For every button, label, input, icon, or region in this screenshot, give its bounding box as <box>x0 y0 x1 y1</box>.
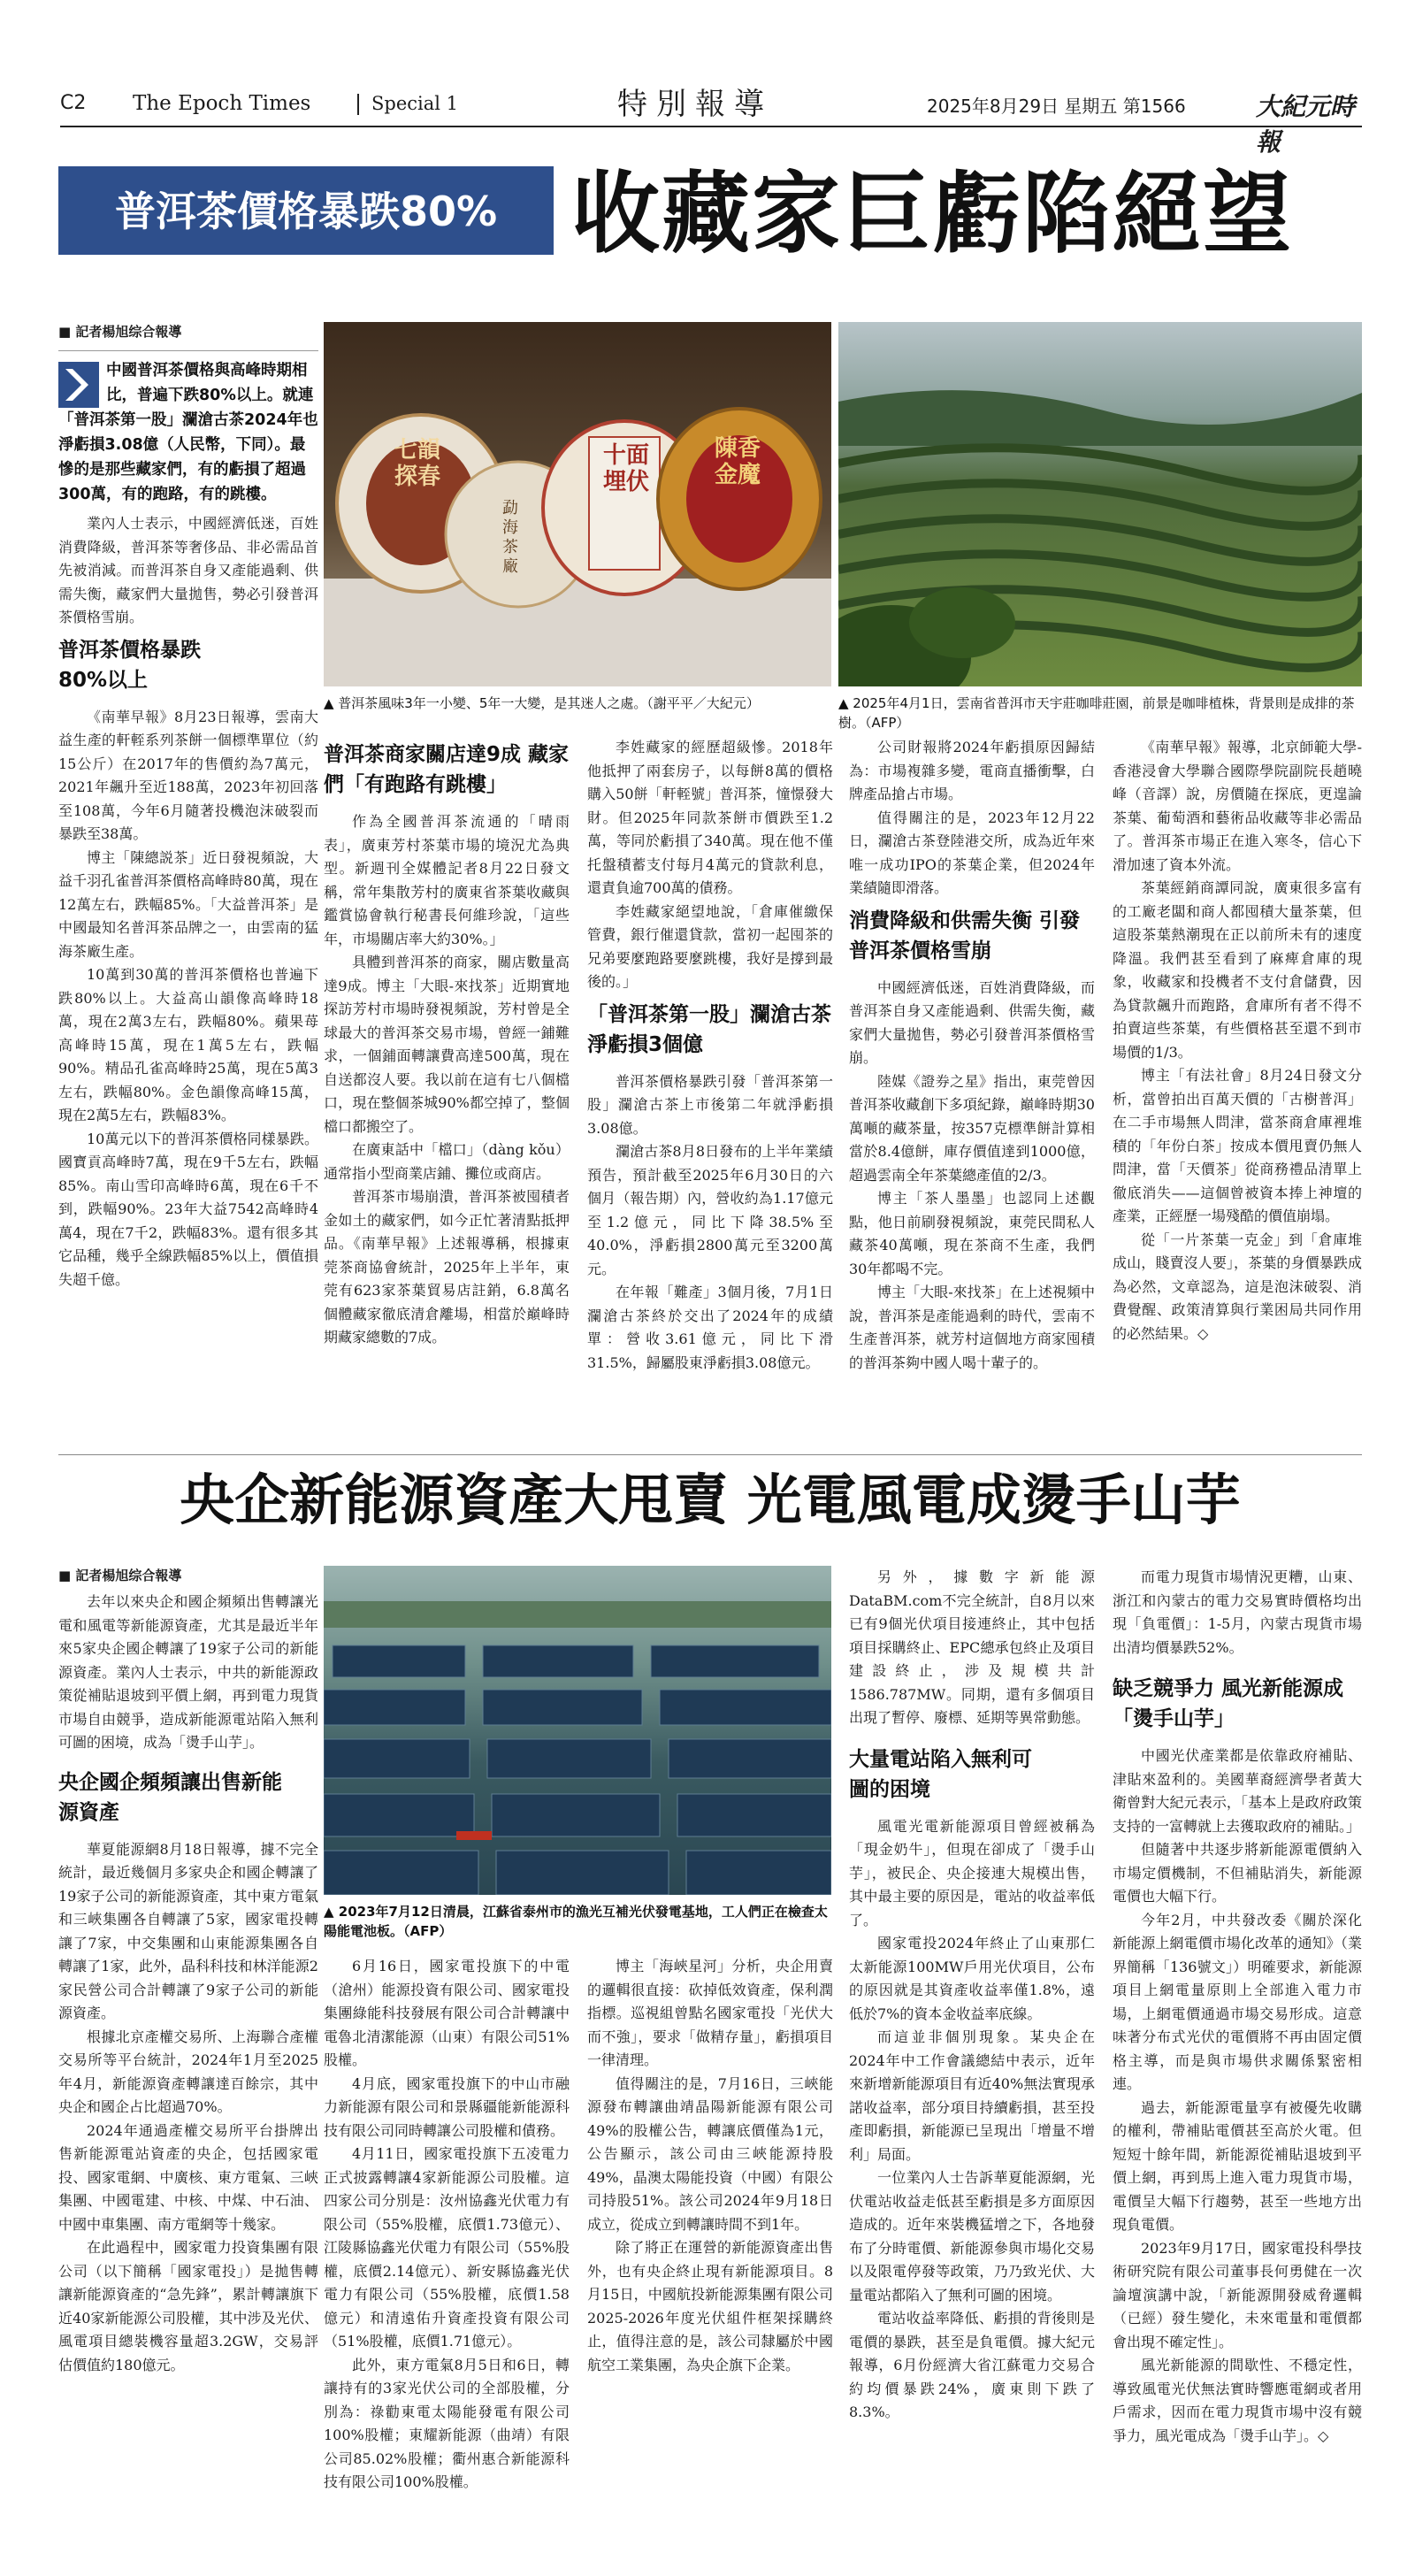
tea-label: 陳香金魔 <box>715 435 761 488</box>
tea-plantation-photo <box>838 322 1362 686</box>
story1-byline: ■ 記者楊旭综合報導 <box>58 324 182 340</box>
paragraph: 除了將正在運營的新能源資產出售外，也有央企終止現有新能源項目。8月15日，中國航投新能源集團有限公司2025-2026年度光伏組件框架採購終止，值得注意的是，該公司隸屬於中國航空工業集團，為央企旗下企業。 <box>587 2239 833 2373</box>
paragraph: 2023年9月17日，國家電投科學技術研究院有限公司董事長何勇健在一次論壇演講中說，「新能源開發威脅邏輯（已經）發生變化，未來電量和電價都會出現不確定性」。 <box>1113 2239 1362 2350</box>
tea-cakes-photo <box>324 322 831 686</box>
story-divider <box>58 1454 1362 1455</box>
header-rule <box>60 126 1362 127</box>
photo-caption: ▲ 2023年7月12日清晨，江蘇省泰州市的漁光互補光伏發電基地，工人們正在檢查太陽能電池板。（AFP） <box>324 1904 828 1939</box>
paragraph: 博主「海峽星河」分析，央企用賣的邏輯很直接：砍掉低效資產，保利潤指標。巡視組曾點名國家電投「光伏大而不強」，要求「做精存量」，虧損項目一律清理。 <box>587 1958 833 2068</box>
paragraph: 公司財報將2024年虧損原因歸結為：市場複雜多變，電商直播衝擊，白牌產品搶占市場。 <box>849 739 1095 802</box>
tea-label: 勐海茶廠 <box>502 499 518 576</box>
subheading: 「普洱茶第一股」瀾滄古茶淨虧損3個億 <box>587 1002 831 1056</box>
subheading: 普洱茶價格暴跌80%以上 <box>58 638 201 692</box>
story2-column-2 <box>324 1955 570 2557</box>
page-header <box>60 85 1362 157</box>
story2-byline: ■ 記者楊旭综合報導 <box>58 1568 182 1583</box>
paragraph: 去年以來央企和國企頻頻出售轉讓光電和風電等新能源資產，尤其是最近半年來5家央企國企轉讓了19家子公司的新能源資產。業內人士表示，中共的新能源政策從補貼退坡到平價上網，再到電力現貨市場自由競爭，造成新能源電站陷入無利可圖的困境，成為「燙手山芋」。 <box>58 1593 318 1751</box>
paragraph: 過去，新能源電量享有被優先收購的權利，帶補貼電價甚至高於火電。但短短十餘年間，新能源從補貼退坡到平價上網，再到馬上進入電力現貨市場，電價呈大幅下行趨勢，甚至一些地方出現負電價。 <box>1113 2098 1362 2233</box>
story2-column-5 <box>1113 1566 1362 2557</box>
section-kicker: 特別報導 <box>617 87 773 122</box>
paragraph: 2024年通過產權交易所平台掛牌出售新能源電站資產的央企，包括國家電投、國家電網、中廣核、東方電氣、三峽集團、中國電建、中核、中煤、中石油、中國中車集團、南方電網等十幾家。 <box>58 2121 318 2233</box>
paragraph: 10萬到30萬的普洱茶價格也普遍下跌80%以上。大益高山韻像高峰時18萬，現在2萬3左右，跌幅80%。蘋果苺高峰時15萬，現在1萬5左右，跌幅90%。精品孔雀高峰時25萬，現在5萬3左右，跌幅80%。金色韻像高峰15萬，現在2萬5左右，跌幅83%。 <box>58 966 318 1123</box>
paragraph: 4月底，國家電投旗下的中山市融力新能源有限公司和景縣疆能新能源科技有限公司同時轉讓公司股權和債務。 <box>324 2074 570 2139</box>
paragraph: 作為全國普洱茶流通的「晴雨表」，廣東芳村茶葉市場的境況尤為典型。新週刊全媒體記者8月22日發文稱，常年集散芳村的廣東省茶葉收藏與鑑賞協會執行秘書長何維珍說，「這些年，市場關店率大約30%。」 <box>324 813 570 947</box>
subheading: 缺乏競爭力 風光新能源成「燙手山芋」 <box>1113 1677 1344 1730</box>
story1-lead-text: 中國普洱茶價格與高峰時期相比，普遍下跌80%以上。就連「普洱茶第一股」瀾滄古茶2024年也淨虧損3.08億（人民幣，下同）。最慘的是那些藏家們，有的虧損了超過300萬，有的跑路，有的跳樓。 <box>58 362 318 503</box>
paragraph: 華夏能源網8月18日報導，據不完全統計，最近幾個月多家央企和國企轉讓了19家子公司的新能源資產，其中東方電氣和三峽集團各自轉讓了5家，國家電投轉讓了7家，中交集團和山東能源集團各自轉讓了1家，此外，晶科科技和林洋能源2家民營公司合計轉讓了9家子公司的新能源資產。 <box>58 1840 318 2021</box>
paragraph: 茶葉經銷商譚同說，廣東很多富有的工廠老闆和商人都囤積大量茶葉，但這股茶葉熱潮現在正以前所未有的速度降溫。我們甚至看到了麻痺倉庫的現象，收藏家和投機者不支付倉儲費，因為貸款飆升而跑路，倉庫所有者不得不拍賣這些茶葉，有些價格甚至還不到市場價的1/3。 <box>1113 879 1362 1061</box>
paragraph: 值得關注的是，2023年12月22日，瀾滄古茶登陸港交所，成為近年來唯一成功IPO的茶葉企業，但2024年業績隨即滑落。 <box>849 809 1095 896</box>
paragraph: 風光新能源的間歇性、不穩定性，導致風電光伏無法實時響應電網或者用戶需求，因而在電力現貨市場中沒有競爭力，風光電成為「燙手山芋」。◇ <box>1113 2357 1362 2444</box>
photo-caption: ▲ 2025年4月1日，雲南省普洱市天宇莊咖啡莊園，前景是咖啡植株，背景則是成排的茶樹。（AFP） <box>838 695 1355 731</box>
page-number: C2 <box>60 92 87 114</box>
story1-column-5 <box>1113 736 1362 1444</box>
section-label: Special 1 <box>371 93 459 114</box>
story1-banner-text: 普洱茶價格暴跌80% <box>114 188 498 235</box>
subheading: 消費降級和供需失衡 引發普洱茶價格雪崩 <box>849 908 1081 962</box>
paragraph: 普洱茶價格暴跌引發「普洱茶第一股」瀾滄古茶上市後第二年就淨虧損3.08億。 <box>587 1072 833 1137</box>
lead-arrow-icon <box>58 362 99 408</box>
paragraph: 風電光電新能源項目曾經被稱為「現金奶牛」，但現在卻成了「燙手山芋」，被民企、央企接連大規模出售，其中最主要的原因是，電站的收益率低了。 <box>849 1817 1095 1928</box>
paragraph: 李姓藏家的經歷超級慘。2018年他抵押了兩套房子，以每餅8萬的價格購入50餅「軒輊號」普洱茶，憧憬發大財。但2025年同款茶餅市價跌至1.2萬，等同於虧損了340萬。現在他不僅托盤積蓄支付每月4萬元的貸款利息，還責負逾700萬的債務。 <box>587 739 833 896</box>
paragraph: 國家電投2024年終止了山東那仁太新能源100MW戶用光伏項目，公布的原因就是其資產收益率僅1.8%，遠低於7%的資本金收益率底線。 <box>849 1935 1095 2022</box>
paragraph: 而這並非個別現象。某央企在2024年中工作會議總結中表示，近年來新增新能源項目有近40%無法實現承諾收益率，部分項目持續虧損，甚至投產即虧損，新能源已呈現出「增量不增利」局面。 <box>849 2028 1095 2163</box>
paragraph: 陸媒《證券之星》指出，東莞曾因普洱茶收藏創下多項紀錄，巔峰時期30萬噸的藏茶量，按357克標準餅計算相當於8.4億餅，庫存價值達到1000億，超過雲南全年茶葉總產值的2/3。 <box>849 1072 1095 1184</box>
paragraph: 今年2月，中共發改委《關於深化新能源上網電價市場化改革的通知》（業界簡稱「136號文」）明確要求，新能源項目上網電量原則上全部進入電力市場，上網電價通過市場交易形成。這意味著分布式光伏的電價將不再由固定價格主導，而是與市場供求關係緊密相連。 <box>1113 1911 1362 2092</box>
tea-label: 七韻探春 <box>394 437 441 490</box>
paragraph: 而電力現貨市場情況更糟，山東、浙江和內蒙古的電力交易實時價格均出現「負電價」：1-5月，內蒙古現貨市場出清均價暴跌52%。 <box>1113 1568 1362 1656</box>
paragraph: 一位業內人士告訴華夏能源網，光伏電站收益走低甚至虧損是多方面原因造成的。近年來裝機猛增之下，各地發布了分時電價、新能源參與市場化交易以及限電停發等政策，乃乃致光伏、大量電站都陷入了無利可圖的困境。 <box>849 2169 1095 2304</box>
masthead-logo: 大紀元時報 <box>1256 92 1356 157</box>
paragraph: 博主「陳總説茶」近日發視頻說，大益千羽孔雀普洱茶價格高峰時80萬，現在12萬左右，跌幅85%。「大益普洱茶」是中國最知名普洱茶品牌之一，由雲南的猛海茶廠生產。 <box>58 848 318 960</box>
paragraph: 瀾滄古茶8月8日發布的上半年業績預告，預計截至2025年6月30日的六個月（報告期）內，營收約為1.17億元至1.2億元，同比下降38.5%至40.0%，淨虧損2800萬元至3200萬元。 <box>587 1143 833 1277</box>
paragraph: 此外，東方電氣8月5日和6日，轉讓持有的3家光伏公司的全部股權，分別為：祿勸東電太陽能發電有限公司100%股權；東耀新能源（曲靖）有限公司85.02%股權；衢州惠合新能源科技有限公司100%股權。 <box>324 2356 570 2490</box>
paragraph: 《南華早報》8月23日報導，雲南大益生產的軒輊系列茶餅一個標準單位（約15公斤）在2017年的售價約為7萬元，2021年飆升至近188萬，2023年初回落至108萬，今年6月隨著投機泡沫破裂而暴跌至38萬。 <box>58 708 318 842</box>
paragraph: 另外，據數字新能源DataBM.com不完全統計，自8月以來已有9個光伏項目接連終止，其中包括項目採購終止、EPC總承包終止及項目建設終止，涉及規模共計1586.787MW。同期，還有多個項目出現了暫停、廢標、延期等異常動態。 <box>849 1568 1095 1726</box>
story2-column-4 <box>849 1566 1095 2557</box>
subheading: 普洱茶商家關店達9成 藏家們「有跑路有跳樓」 <box>324 743 570 796</box>
story1-column-4 <box>849 736 1095 1444</box>
paragraph: 根據北京產權交易所、上海聯合產權交易所等平台統計，2024年1月至2025年4月，新能源資產轉讓達百餘宗，其中央企和國企占比超過70%。 <box>58 2028 318 2115</box>
story1-column-1 <box>58 322 318 1440</box>
paragraph: 4月11日，國家電投旗下五凌電力正式披露轉讓4家新能源公司股權。這四家公司分別是：汝州協鑫光伏電力有限公司（55%股權，底價1.73億元）、江陵縣協鑫光伏電力有限公司（55%股權，底價2.14億元）、新安縣協鑫光伏電力有限公司（55%股權，底價1.58億元）和清遠佑升資產投資有限公司（51%股權，底價1.71億元）。 <box>324 2145 570 2350</box>
paragraph: 在廣東話中「檔口」（dàng kǒu）通常指小型商業店鋪、攤位或商店。 <box>324 1141 570 1182</box>
subheading: 央企國企頻頻讓出售新能源資產 <box>58 1770 282 1824</box>
story1-column-2 <box>324 736 570 1444</box>
photo-caption: ▲ 普洱茶風味3年一小變、5年一大變，是其迷人之處。（謝平平／大紀元） <box>324 695 760 711</box>
story1-headline: 收藏家巨虧陷絕望 <box>571 162 1293 265</box>
story2-headline: 央企新能源資產大甩賣 光電風電成燙手山芋 <box>180 1468 1241 1532</box>
paragraph: 博主「大眼-來找茶」在上述視頻中說，普洱茶是產能過剩的時代，雲南不生產普洱茶，就芳村這個地方商家囤積的普洱茶夠中國人喝十輩子的。 <box>849 1284 1095 1371</box>
solar-farm-photo <box>324 1566 831 1895</box>
paragraph: 中國經濟低迷，百姓消費降級，而普洱茶自身又產能過剩、供需失衡，藏家們大量拋售，勢必引發普洱茶價格雪崩。 <box>849 978 1095 1066</box>
story1-column-3 <box>587 736 833 1444</box>
story2-column-3 <box>587 1955 833 2557</box>
story2-column-1 <box>58 1566 318 2557</box>
subheading: 大量電站陷入無利可圖的困境 <box>849 1747 1032 1801</box>
paragraph: 博主「有法社會」8月24日發文分析，當曾拍出百萬天價的「古樹普洱」在二手市場無人問津，當茶商倉庫裡堆積的「年份白茶」按成本價甩賣仍無人問津，當「天價茶」從商務禮品清單上徹底消失——這個曾被資本捧上神壇的產業，正經歷一場殘酷的價值崩塌。 <box>1113 1067 1362 1224</box>
paragraph: 普洱茶市場崩潰，普洱茶被囤積者金如土的藏家們，如今正忙著清點抵押品。《南華早報》上述報導稱，根據東莞茶商協會統計，2025年上半年，東莞有623家茶葉貿易店註銷，6.8萬名個體藏家徹底清倉離場，相當於巔峰時期藏家總數的7成。 <box>324 1188 570 1346</box>
story1-lead <box>58 350 318 507</box>
paragraph: 李姓藏家絕望地說，「倉庫催繳保管費，銀行催還貸款，當初一起囤茶的兄弟要麼跑路要麼跳樓，我好是撐到最後的。」 <box>587 902 833 990</box>
paragraph: 從「一片茶葉一克金」到「倉庫堆成山，賤賣沒人要」，茶葉的身價暴跌成為必然，文章認為，這是泡沫破裂、消費覺醒、政策清算與行業困局共同作用的必然結果。◇ <box>1113 1230 1362 1342</box>
paragraph: 值得關注的是，7月16日，三峽能源發布轉讓曲靖晶陽新能源有限公司49%的股權公告，轉讓底價僅為1元，公告顯示，該公司由三峽能源持股49%，晶澳太陽能投資（中國）有限公司持股51%。該公司2024年9月18日成立，從成立到轉讓時間不到1年。 <box>587 2074 833 2233</box>
paragraph: 6月16日，國家電投旗下的中電（滄州）能源投資有限公司、國家電投集團綠能科技發展有限公司合計轉讓中電魯北清潔能源（山東）有限公司51%股權。 <box>324 1958 570 2068</box>
tea-label: 十面埋伏 <box>603 442 650 495</box>
paragraph: 但隨著中共逐步將新能源電價納入市場定價機制，不但補貼消失，新能源電價也大幅下行。 <box>1113 1841 1362 1905</box>
paragraph: 在此過程中，國家電力投資集團有限公司（以下簡稱「國家電投」）是拋售轉讓新能源資產的“急先鋒”，累計轉讓旗下近40家新能源公司股權，其中涉及光伏、風電項目總裝機容量超3.2GW，交易評估價值約180億元。 <box>58 2239 318 2373</box>
header-divider <box>357 94 359 115</box>
paragraph: 10萬元以下的普洱茶價格同樣暴跌。國寶貢高峰時7萬，現在9千5左右，跌幅85%。南山雪印高峰時6萬，現在6千不到，跌幅90%。23年大益7542高峰時4萬4，現在7千2，跌幅83%。還有很多其它品種，幾乎全線跌幅85%以上，價值損失超千億。 <box>58 1130 318 1288</box>
paper-name: The Epoch Times <box>133 92 311 115</box>
paragraph: 在年報「難產」3個月後，7月1日瀾滄古茶終於交出了2024年的成績單：營收3.61億元，同比下滑31.5%，歸屬股東淨虧損3.08億元。 <box>587 1284 833 1371</box>
paragraph: 中國光伏產業都是依靠政府補貼、津貼來盈利的。美國華裔經濟學者黃大衛曾對大紀元表示，「基本上是政府政策支持的一富轉就上去獲取政府的補貼。」 <box>1113 1747 1362 1835</box>
paragraph: 博主「茶人墨墨」也認同上述觀點，他日前刷發視頻說，東莞民間私人藏茶40萬噸，現在茶商不生產，我們30年都喝不完。 <box>849 1190 1095 1277</box>
paragraph: 業內人士表示，中國經濟低迷，百姓消費降級，普洱茶等奢侈品、非必需品首先被消減。而普洱茶自身又產能過剩、供需失衡，藏家們大量拋售，勢必引發普洱茶價格雪崩。 <box>58 515 318 625</box>
paragraph: 《南華早報》報導，北京師範大學-香港浸會大學聯合國際學院副院長趙曉峰（音譯）說，房價隨在探底，更遑論茶葉、葡萄酒和藝術品收藏等非必需品了。普洱茶市場正在進入寒冬，信心下滑加速了資本外流。 <box>1113 739 1362 873</box>
issue-date: 2025年8月29日 星期五 第1566 <box>927 96 1186 117</box>
paragraph: 具體到普洱茶的商家，關店數量高達9成。博主「大眼-來找茶」近期實地探訪芳村市場時發視頻說，芳村曾是全球最大的普洱茶交易市場，曾經一鋪難求，一個鋪面轉讓費高達500萬，現在自送都沒人要。我以前在這有七八個檔口，現在整個茶城90%都空掉了，整個檔口都搬空了。 <box>324 954 570 1135</box>
paragraph: 電站收益率降低、虧損的背後則是電價的暴跌，甚至是負電價。據大紀元報導，6月份經濟大省江蘇電力交易合約均價暴跌24%，廣東則下跌了8.3%。 <box>849 2310 1095 2420</box>
